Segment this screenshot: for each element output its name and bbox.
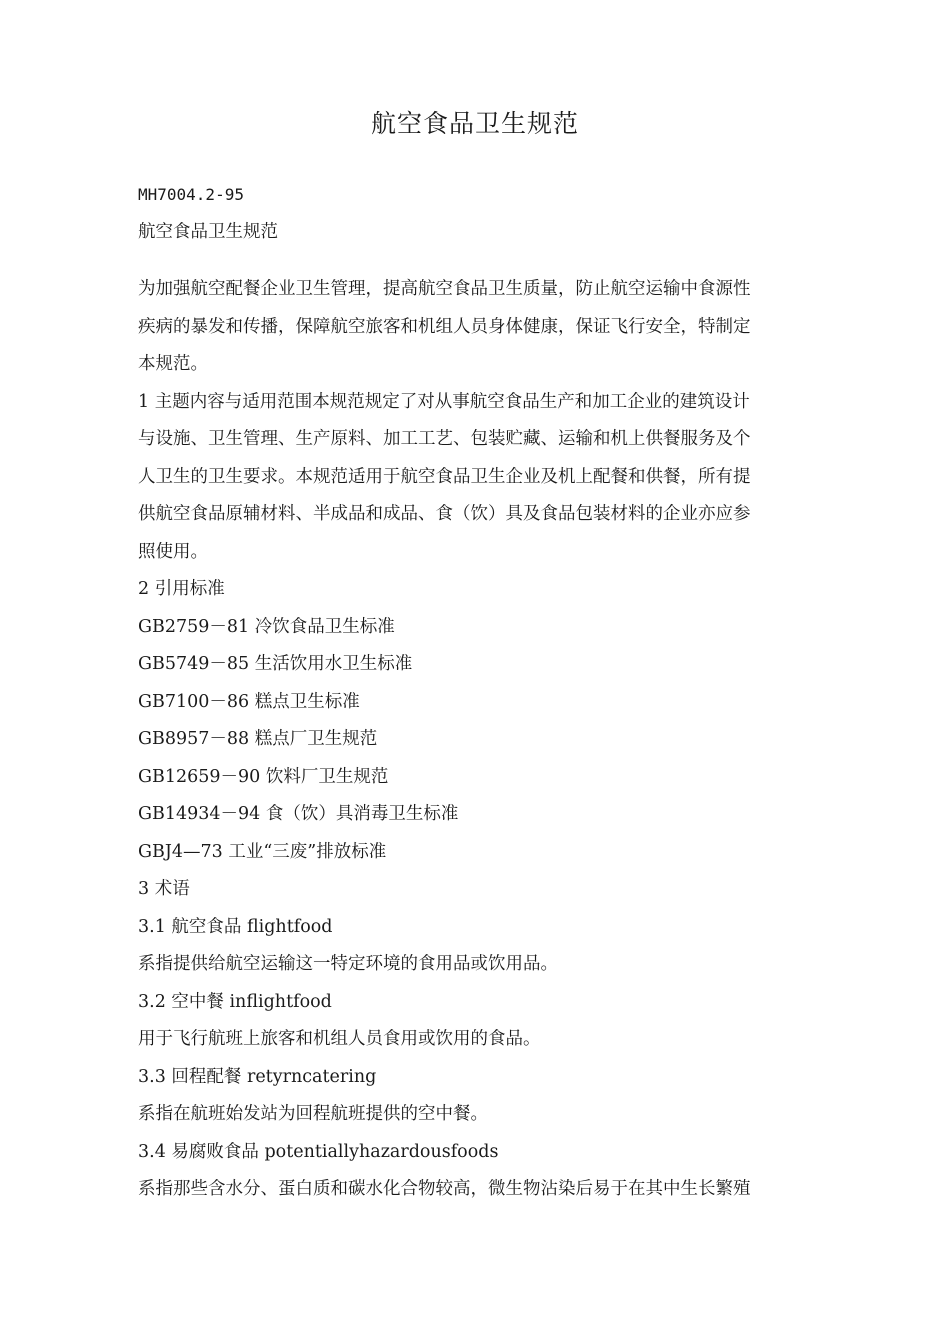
intro-line: 疾病的暴发和传播，保障航空旅客和机组人员身体健康，保证飞行安全，特制定: [138, 316, 751, 337]
section-1-line: 供航空食品原辅材料、半成品和成品、食（饮）具及食品包装材料的企业亦应参: [138, 504, 751, 524]
section-1-line: 1 主题内容与适用范围本规范规定了对从事航空食品生产和加工企业的建筑设计: [138, 391, 750, 412]
standard-item: GB2759－81 冷饮食品卫生标准: [138, 616, 395, 637]
standards-list: [138, 609, 814, 872]
section-2-heading: 2 引用标准: [138, 579, 225, 599]
term-definition: 系指提供给航空运输这一特定环境的食用品或饮用品。: [138, 954, 558, 974]
standard-item: GB7100－86 糕点卫生标准: [138, 691, 360, 712]
term-heading: 3.3 回程配餐 retyrncatering: [138, 1066, 377, 1087]
term-heading: 3.2 空中餐 inflightfood: [138, 991, 332, 1012]
standard-item: GBJ4—73 工业“三废”排放标准: [138, 841, 387, 862]
section-1-paragraph: [138, 384, 814, 572]
terms-list: [138, 909, 814, 1209]
standard-item: GB14934－94 食（饮）具消毒卫生标准: [138, 804, 459, 824]
intro-line: 为加强航空配餐企业卫生管理，提高航空食品卫生质量，防止航空运输中食源性: [138, 279, 751, 299]
term-definition: 用于飞行航班上旅客和机组人员食用或饮用的食品。: [138, 1029, 541, 1049]
intro-paragraph: [138, 271, 814, 384]
section-1-line: 照使用。: [138, 541, 208, 562]
term-definition: 系指那些含水分、蛋白质和碳水化合物较高，微生物沾染后易于在其中生长繁殖: [138, 1179, 751, 1199]
term-heading: 3.1 航空食品 flightfood: [138, 916, 333, 937]
section-3-heading: 3 术语: [138, 879, 190, 899]
document-subtitle: 航空食品卫生规范: [138, 221, 278, 242]
paragraph-gap: [138, 251, 814, 271]
standard-code: MH7004.2-95: [138, 185, 244, 204]
standard-item: GB8957－88 糕点厂卫生规范: [138, 729, 378, 749]
section-1-line: 人卫生的卫生要求。本规范适用于航空食品卫生企业及机上配餐和供餐，所有提: [138, 466, 751, 487]
term-heading: 3.4 易腐败食品 potentiallyhazardousfoods: [138, 1141, 499, 1162]
standard-item: GB12659－90 饮料厂卫生规范: [138, 766, 389, 787]
standard-item: GB5749－85 生活饮用水卫生标准: [138, 654, 413, 674]
document-title: 航空食品卫生规范: [370, 109, 579, 138]
document-body: [138, 176, 814, 1209]
intro-line: 本规范。: [138, 354, 208, 374]
section-1-line: 与设施、卫生管理、生产原料、加工工艺、包装贮藏、运输和机上供餐服务及个: [138, 429, 751, 449]
term-definition: 系指在航班始发站为回程航班提供的空中餐。: [138, 1104, 488, 1124]
